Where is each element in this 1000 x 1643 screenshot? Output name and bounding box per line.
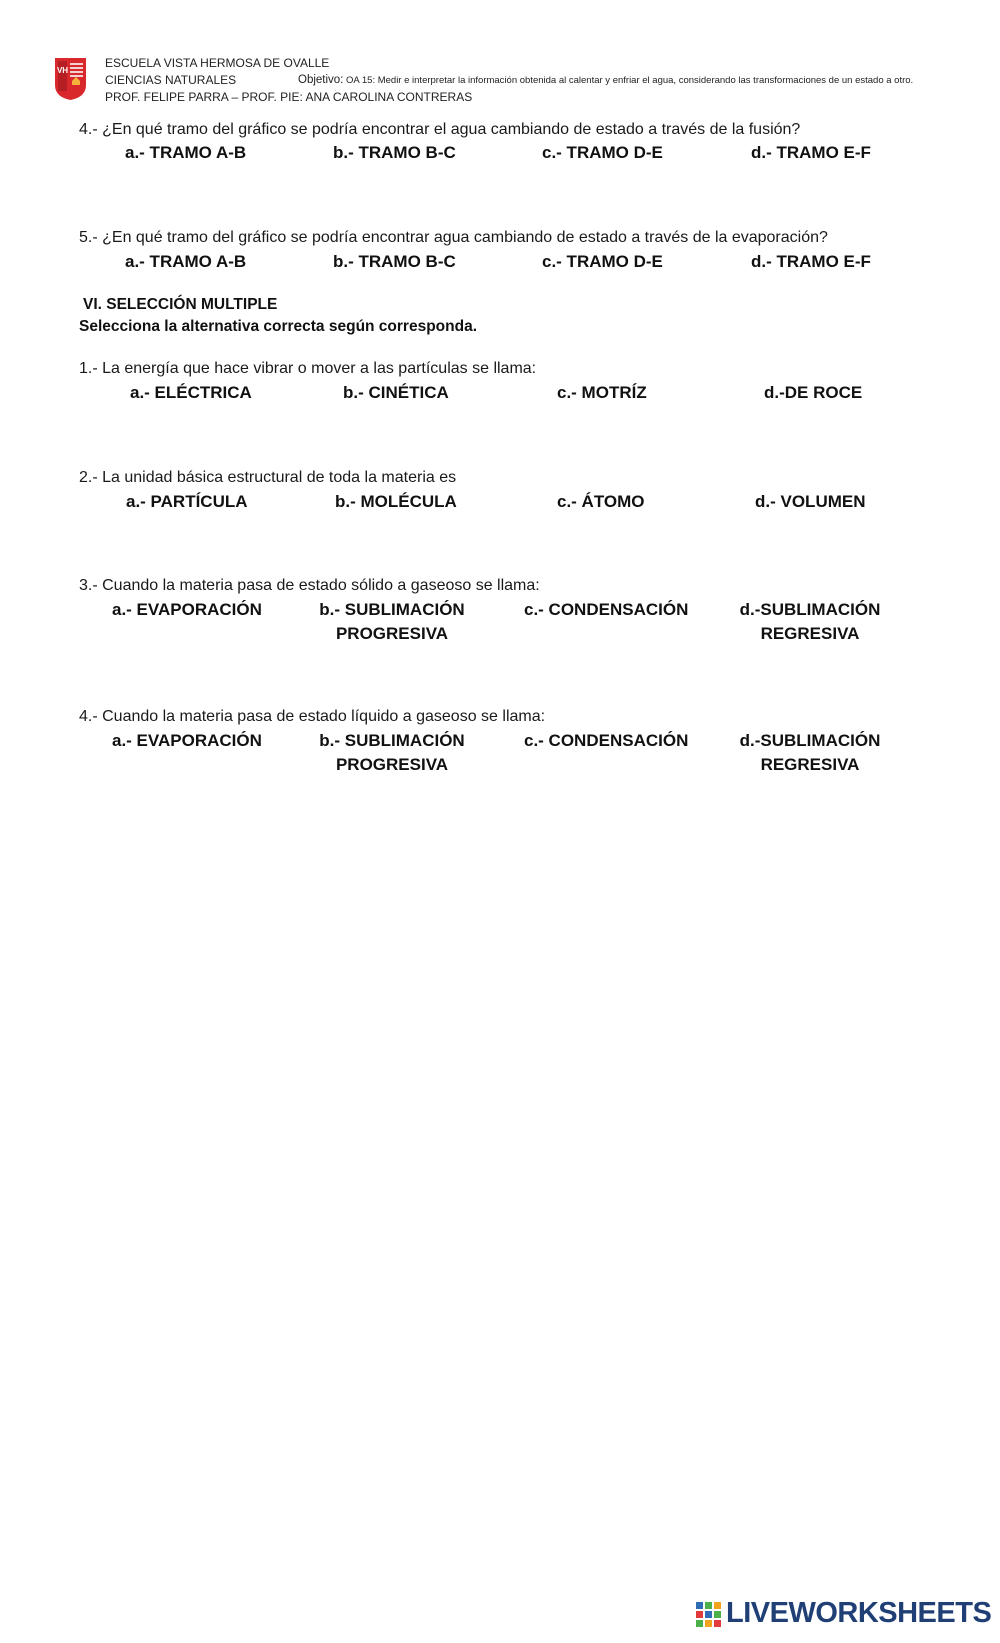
option-d[interactable] [730, 598, 890, 646]
question-basic-unit: 2.- La unidad básica estructural de toda la materia es [79, 469, 457, 486]
section-title: VI. SELECCIÓN MULTIPLE [83, 296, 278, 313]
option-d-line2: REGRESIVA [760, 624, 860, 643]
option-d-line1: d.-SUBLIMACIÓN [739, 600, 881, 619]
option-d[interactable]: d.-DE ROCE [764, 383, 863, 402]
option-b[interactable]: b.- TRAMO B-C [333, 143, 456, 162]
school-name: ESCUELA VISTA HERMOSA DE OVALLE [105, 56, 330, 70]
option-b-line1: b.- SUBLIMACIÓN [319, 600, 465, 619]
option-a[interactable]: a.- EVAPORACIÓN [112, 600, 262, 619]
teachers-line: PROF. FELIPE PARRA – PROF. PIE: ANA CAROLINA CONTRERAS [105, 90, 473, 104]
option-b-line1: b.- SUBLIMACIÓN [319, 731, 465, 750]
option-a[interactable]: a.- TRAMO A-B [125, 252, 247, 271]
school-shield-icon [54, 57, 87, 101]
option-c[interactable]: c.- ÁTOMO [557, 492, 645, 511]
objective-line [298, 74, 913, 86]
liveworksheets-grid-icon [696, 1602, 722, 1628]
objective-label: Objetivo: [298, 74, 344, 86]
option-c[interactable]: c.- CONDENSACIÓN [524, 731, 689, 750]
option-c[interactable]: c.- MOTRÍZ [557, 383, 647, 402]
subject-name: CIENCIAS NATURALES [105, 73, 237, 87]
objective-text: OA 15: Medir e interpretar la información obtenida al calentar y enfriar el agua, considerando las transformaciones de un estado a otro. [346, 75, 914, 86]
option-d[interactable]: d.- TRAMO E-F [751, 143, 871, 162]
option-b[interactable] [312, 729, 472, 777]
question-liquid-to-gas: 4.- Cuando la materia pasa de estado líquido a gaseoso se llama: [79, 708, 546, 725]
option-b[interactable]: b.- CINÉTICA [343, 383, 449, 402]
option-b-line2: PROGRESIVA [335, 755, 449, 774]
option-a[interactable]: a.- ELÉCTRICA [130, 383, 252, 402]
question-kinetic-energy: 1.- La energía que hace vibrar o mover a las partículas se llama: [79, 360, 537, 377]
svg-text:VH: VH [56, 66, 69, 75]
option-d[interactable] [730, 729, 890, 777]
option-c[interactable]: c.- CONDENSACIÓN [524, 600, 689, 619]
option-b[interactable]: b.- MOLÉCULA [335, 492, 457, 511]
school-logo [54, 57, 87, 101]
option-b[interactable]: b.- TRAMO B-C [333, 252, 456, 271]
question-fusion: 4.- ¿En qué tramo del gráfico se podría encontrar el agua cambiando de estado a través de la fusión? [79, 121, 801, 138]
option-d[interactable]: d.- TRAMO E-F [751, 252, 871, 271]
option-d[interactable]: d.- VOLUMEN [755, 492, 866, 511]
question-evaporation: 5.- ¿En qué tramo del gráfico se podría encontrar agua cambiando de estado a través de la evaporación? [79, 229, 828, 246]
option-a[interactable]: a.- PARTÍCULA [126, 492, 248, 511]
option-c[interactable]: c.- TRAMO D-E [542, 252, 663, 271]
question-solid-to-gas: 3.- Cuando la materia pasa de estado sólido a gaseoso se llama: [79, 577, 540, 594]
option-d-line1: d.-SUBLIMACIÓN [739, 731, 881, 750]
section-instruction: Selecciona la alternativa correcta según corresponda. [79, 318, 477, 335]
option-d-line2: REGRESIVA [760, 755, 860, 774]
option-a[interactable]: a.- TRAMO A-B [125, 143, 247, 162]
option-b[interactable] [312, 598, 472, 646]
liveworksheets-wordmark: LIVEWORKSHEETS [726, 1597, 992, 1629]
option-b-line2: PROGRESIVA [335, 624, 449, 643]
option-c[interactable]: c.- TRAMO D-E [542, 143, 663, 162]
option-a[interactable]: a.- EVAPORACIÓN [112, 731, 262, 750]
